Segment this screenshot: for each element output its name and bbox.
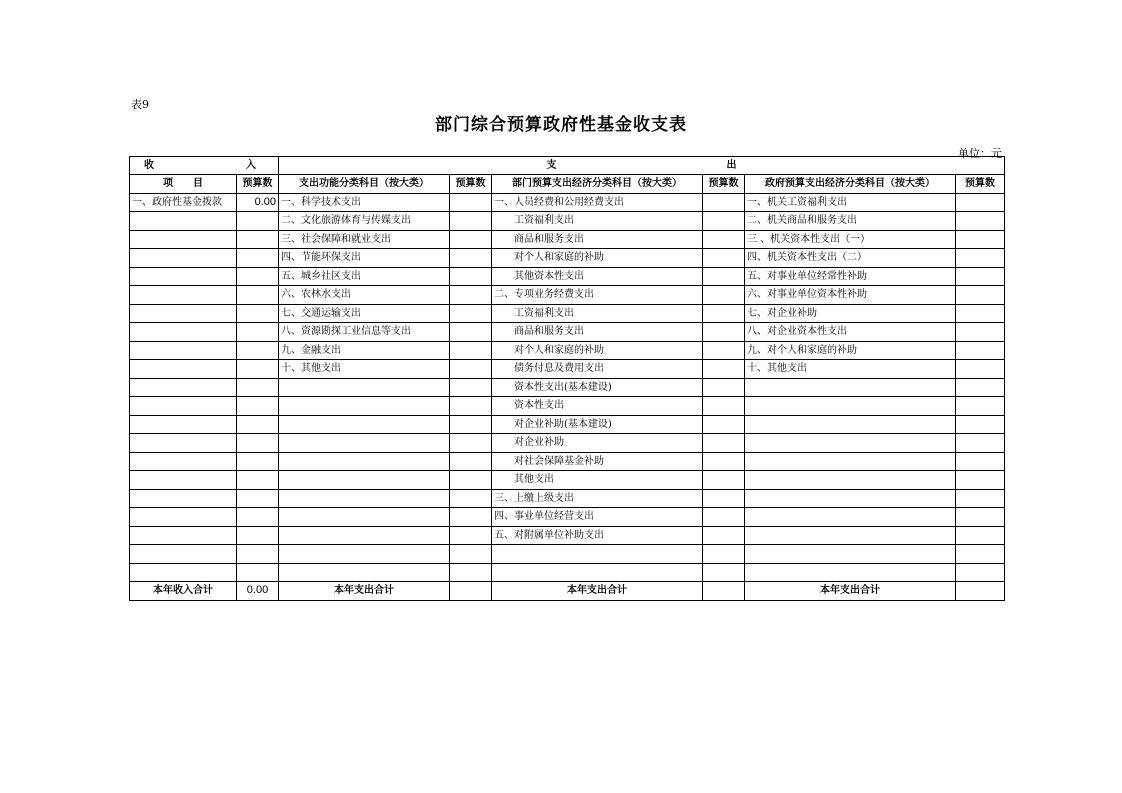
income-item-cell (130, 415, 237, 434)
gov-econ-cell: 六、对事业单位资本性补助 (745, 286, 956, 305)
income-header: 收 入 (130, 157, 279, 175)
dept-amount-cell (703, 249, 745, 268)
dept-amount-cell (703, 489, 745, 508)
func-amount-cell (450, 212, 492, 231)
gov-econ-cell (745, 471, 956, 490)
dept-econ-cell: 一、人员经费和公用经费支出 (492, 193, 703, 212)
dept-amount-cell (703, 230, 745, 249)
gov-econ-cell: 四、机关资本性支出（二） (745, 249, 956, 268)
gov-amount-cell (956, 415, 1005, 434)
dept-amount-cell (703, 545, 745, 564)
dept-amount-cell (703, 397, 745, 416)
table-row (130, 434, 1005, 453)
func-amount-cell (450, 489, 492, 508)
dept-econ-cell: 四、事业单位经营支出 (492, 508, 703, 527)
dept-econ-cell (492, 545, 703, 564)
func-class-cell (279, 471, 450, 490)
gov-amount-cell (956, 286, 1005, 305)
income-amount-cell (237, 397, 279, 416)
func-total-label: 本年支出合计 (279, 582, 450, 601)
income-item-cell (130, 489, 237, 508)
gov-amount-cell (956, 267, 1005, 286)
func-class-cell: 一、科学技术支出 (279, 193, 450, 212)
dept-econ-cell: 资本性支出(基本建设) (492, 378, 703, 397)
income-item-cell (130, 230, 237, 249)
func-class-cell: 五、城乡社区支出 (279, 267, 450, 286)
func-amount-cell (450, 378, 492, 397)
func-class-cell (279, 508, 450, 527)
income-amount-cell (237, 230, 279, 249)
dept-econ-cell (492, 563, 703, 582)
dept-amount-cell (703, 471, 745, 490)
func-class-cell: 六、农林水支出 (279, 286, 450, 305)
func-class-cell (279, 489, 450, 508)
income-amount-cell (237, 471, 279, 490)
func-amount-cell (450, 286, 492, 305)
func-amount-cell (450, 397, 492, 416)
income-amount-cell (237, 508, 279, 527)
income-item-cell (130, 471, 237, 490)
gov-amount-cell (956, 230, 1005, 249)
table-row (130, 193, 1005, 212)
dept-econ-cell: 三、上缴上级支出 (492, 489, 703, 508)
income-item-cell (130, 545, 237, 564)
func-amount-cell (450, 471, 492, 490)
col-item: 项 目 (130, 175, 237, 194)
table-row (130, 508, 1005, 527)
gov-econ-cell: 五、对事业单位经常性补助 (745, 267, 956, 286)
dept-amount-cell (703, 415, 745, 434)
func-amount-cell (450, 341, 492, 360)
table-row (130, 286, 1005, 305)
totals-row (130, 582, 1005, 601)
table-row (130, 304, 1005, 323)
income-total-label: 本年收入合计 (130, 582, 237, 601)
func-class-cell: 二、文化旅游体育与传媒支出 (279, 212, 450, 231)
dept-econ-cell: 对个人和家庭的补助 (492, 249, 703, 268)
col-dept-econ: 部门预算支出经济分类科目（按大类） (492, 175, 703, 194)
gov-econ-cell (745, 545, 956, 564)
table-row (130, 471, 1005, 490)
table-row (130, 415, 1005, 434)
dept-econ-cell: 对企业补助 (492, 434, 703, 453)
dept-econ-cell: 二、专项业务经费支出 (492, 286, 703, 305)
col-func-class: 支出功能分类科目（按大类） (279, 175, 450, 194)
gov-amount-cell (956, 508, 1005, 527)
income-amount-cell (237, 304, 279, 323)
dept-econ-cell: 五、对附属单位补助支出 (492, 526, 703, 545)
gov-amount-cell (956, 397, 1005, 416)
table-row (130, 212, 1005, 231)
income-item-cell (130, 341, 237, 360)
gov-econ-cell: 一、机关工资福利支出 (745, 193, 956, 212)
func-class-cell: 七、交通运输支出 (279, 304, 450, 323)
table-number: 表9 (131, 98, 149, 111)
gov-econ-cell (745, 563, 956, 582)
col-gov-econ: 政府预算支出经济分类科目（按大类） (745, 175, 956, 194)
income-amount-cell (237, 489, 279, 508)
func-class-cell (279, 378, 450, 397)
dept-amount-cell (703, 526, 745, 545)
func-amount-cell (450, 526, 492, 545)
func-amount-cell (450, 249, 492, 268)
dept-amount-cell (703, 508, 745, 527)
func-class-cell (279, 545, 450, 564)
income-amount-cell (237, 286, 279, 305)
dept-econ-cell: 资本性支出 (492, 397, 703, 416)
func-class-cell: 三、社会保障和就业支出 (279, 230, 450, 249)
func-amount-cell (450, 230, 492, 249)
func-total-amount (450, 582, 492, 601)
income-amount-cell (237, 212, 279, 231)
gov-amount-cell (956, 193, 1005, 212)
gov-amount-cell (956, 563, 1005, 582)
gov-econ-cell: 三 、机关资本性支出（一） (745, 230, 956, 249)
func-class-cell (279, 563, 450, 582)
table-row (130, 563, 1005, 582)
gov-econ-cell: 八、对企业资本性支出 (745, 323, 956, 342)
gov-amount-cell (956, 434, 1005, 453)
dept-econ-cell: 其他支出 (492, 471, 703, 490)
gov-econ-cell (745, 415, 956, 434)
func-amount-cell (450, 323, 492, 342)
income-item-cell (130, 434, 237, 453)
gov-amount-cell (956, 452, 1005, 471)
dept-econ-cell: 工资福利支出 (492, 304, 703, 323)
income-amount-cell (237, 267, 279, 286)
income-amount-cell (237, 378, 279, 397)
gov-econ-cell (745, 489, 956, 508)
dept-amount-cell (703, 434, 745, 453)
unit-label: 单位：元 (958, 147, 1002, 160)
dept-econ-cell: 对社会保障基金补助 (492, 452, 703, 471)
func-class-cell (279, 415, 450, 434)
table-row (130, 489, 1005, 508)
func-class-cell: 四、节能环保支出 (279, 249, 450, 268)
gov-econ-cell (745, 434, 956, 453)
table-row (130, 341, 1005, 360)
income-amount-cell (237, 545, 279, 564)
gov-amount-cell (956, 378, 1005, 397)
gov-amount-cell (956, 304, 1005, 323)
dept-total-amount (703, 582, 745, 601)
dept-amount-cell (703, 378, 745, 397)
func-amount-cell (450, 267, 492, 286)
budget-table (129, 156, 1005, 601)
gov-econ-cell: 七、对企业补助 (745, 304, 956, 323)
dept-econ-cell: 工资福利支出 (492, 212, 703, 231)
income-amount-cell (237, 249, 279, 268)
income-item-cell: 一、政府性基金拨款 (130, 193, 237, 212)
page-title: 部门综合预算政府性基金收支表 (435, 115, 687, 135)
gov-econ-cell (745, 397, 956, 416)
dept-econ-cell: 商品和服务支出 (492, 323, 703, 342)
dept-amount-cell (703, 563, 745, 582)
func-amount-cell (450, 452, 492, 471)
dept-amount-cell (703, 304, 745, 323)
gov-total-amount (956, 582, 1005, 601)
func-class-cell: 八、资源勘探工业信息等支出 (279, 323, 450, 342)
income-item-cell (130, 249, 237, 268)
income-amount-cell (237, 563, 279, 582)
income-item-cell (130, 397, 237, 416)
gov-econ-cell (745, 508, 956, 527)
table-row (130, 545, 1005, 564)
income-amount-cell (237, 452, 279, 471)
gov-amount-cell (956, 341, 1005, 360)
table-row (130, 397, 1005, 416)
table-row (130, 249, 1005, 268)
func-amount-cell (450, 545, 492, 564)
gov-amount-cell (956, 489, 1005, 508)
gov-amount-cell (956, 249, 1005, 268)
col-budget-1: 预算数 (237, 175, 279, 194)
col-budget-3: 预算数 (703, 175, 745, 194)
gov-econ-cell (745, 378, 956, 397)
income-amount-cell: 0.00 (237, 193, 279, 212)
func-amount-cell (450, 193, 492, 212)
func-amount-cell (450, 563, 492, 582)
gov-amount-cell (956, 471, 1005, 490)
dept-econ-cell: 商品和服务支出 (492, 230, 703, 249)
table-row (130, 360, 1005, 379)
income-amount-cell (237, 415, 279, 434)
gov-amount-cell (956, 360, 1005, 379)
gov-econ-cell: 九、对个人和家庭的补助 (745, 341, 956, 360)
func-amount-cell (450, 304, 492, 323)
func-amount-cell (450, 508, 492, 527)
income-item-cell (130, 212, 237, 231)
table-row (130, 378, 1005, 397)
dept-econ-cell: 对企业补助(基本建设) (492, 415, 703, 434)
gov-econ-cell (745, 526, 956, 545)
income-amount-cell (237, 434, 279, 453)
gov-econ-cell (745, 452, 956, 471)
table-row (130, 526, 1005, 545)
header-row-top (130, 157, 1005, 175)
dept-econ-cell: 其他资本性支出 (492, 267, 703, 286)
gov-amount-cell (956, 323, 1005, 342)
func-amount-cell (450, 434, 492, 453)
dept-amount-cell (703, 267, 745, 286)
gov-econ-cell: 二、机关商品和服务支出 (745, 212, 956, 231)
dept-amount-cell (703, 341, 745, 360)
col-budget-4: 预算数 (956, 175, 1005, 194)
income-item-cell (130, 286, 237, 305)
income-item-cell (130, 360, 237, 379)
func-class-cell (279, 397, 450, 416)
income-amount-cell (237, 526, 279, 545)
table-row (130, 452, 1005, 471)
dept-total-label: 本年支出合计 (492, 582, 703, 601)
income-item-cell (130, 526, 237, 545)
table-row (130, 323, 1005, 342)
gov-amount-cell (956, 545, 1005, 564)
income-item-cell (130, 508, 237, 527)
dept-amount-cell (703, 323, 745, 342)
func-class-cell: 九、金融支出 (279, 341, 450, 360)
income-item-cell (130, 378, 237, 397)
income-amount-cell (237, 360, 279, 379)
dept-amount-cell (703, 360, 745, 379)
income-item-cell (130, 304, 237, 323)
dept-econ-cell: 债务付息及费用支出 (492, 360, 703, 379)
income-item-cell (130, 563, 237, 582)
gov-amount-cell (956, 212, 1005, 231)
income-total-amount: 0.00 (237, 582, 279, 601)
gov-total-label: 本年支出合计 (745, 582, 956, 601)
income-amount-cell (237, 323, 279, 342)
func-class-cell (279, 526, 450, 545)
func-class-cell (279, 434, 450, 453)
func-class-cell: 十、其他支出 (279, 360, 450, 379)
func-amount-cell (450, 415, 492, 434)
income-item-cell (130, 452, 237, 471)
income-amount-cell (237, 341, 279, 360)
gov-amount-cell (956, 526, 1005, 545)
dept-amount-cell (703, 193, 745, 212)
table-row (130, 230, 1005, 249)
income-item-cell (130, 267, 237, 286)
table-row (130, 267, 1005, 286)
col-budget-2: 预算数 (450, 175, 492, 194)
dept-econ-cell: 对个人和家庭的补助 (492, 341, 703, 360)
func-amount-cell (450, 360, 492, 379)
header-row-columns (130, 175, 1005, 194)
dept-amount-cell (703, 286, 745, 305)
dept-amount-cell (703, 452, 745, 471)
gov-econ-cell: 十、其他支出 (745, 360, 956, 379)
func-class-cell (279, 452, 450, 471)
income-item-cell (130, 323, 237, 342)
expense-header: 支 出 (279, 157, 1005, 175)
dept-amount-cell (703, 212, 745, 231)
